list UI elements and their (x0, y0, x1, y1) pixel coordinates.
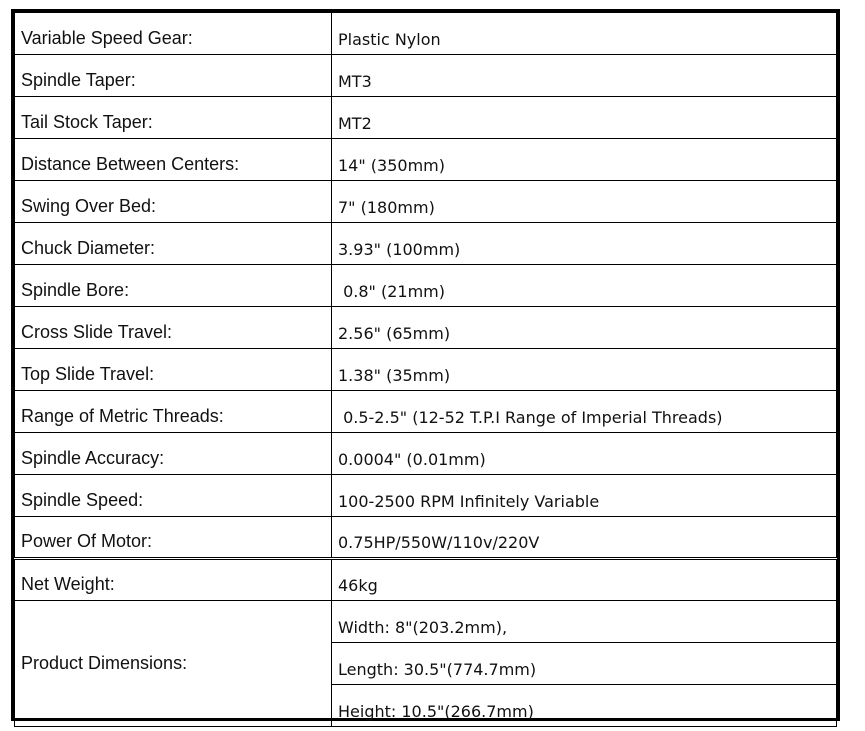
spec-row-top-slide-travel (15, 349, 837, 391)
spec-label: Power Of Motor: (15, 517, 332, 559)
spec-value: 0.75HP/550W/110v/220V (332, 517, 837, 559)
spec-label: Range of Metric Threads: (15, 391, 332, 433)
spec-label: Cross Slide Travel: (15, 307, 332, 349)
spec-value: 0.0004" (0.01mm) (332, 433, 837, 475)
spec-value: 100-2500 RPM Infinitely Variable (332, 475, 837, 517)
spec-label: Net Weight: (15, 559, 332, 601)
spec-table (14, 12, 837, 727)
spec-value: 0.5-2.5" (12-52 T.P.I Range of Imperial Threads) (332, 391, 837, 433)
spec-label: Product Dimensions: (15, 601, 332, 727)
spec-value: MT2 (332, 97, 837, 139)
spec-label: Tail Stock Taper: (15, 97, 332, 139)
spec-row-range-of-metric-threads (15, 391, 837, 433)
spec-row-spindle-taper (15, 55, 837, 97)
spec-value: Plastic Nylon (332, 13, 837, 55)
spec-row-net-weight (15, 559, 837, 601)
spec-value: 3.93" (100mm) (332, 223, 837, 265)
spec-row-power-of-motor (15, 517, 837, 559)
spec-row-spindle-speed (15, 475, 837, 517)
spec-value: 1.38" (35mm) (332, 349, 837, 391)
spec-label: Spindle Taper: (15, 55, 332, 97)
dimension-height: Height: 10.5"(266.7mm) (332, 685, 837, 727)
spec-value: 14" (350mm) (332, 139, 837, 181)
spec-value: MT3 (332, 55, 837, 97)
spec-label: Swing Over Bed: (15, 181, 332, 223)
spec-value: 7" (180mm) (332, 181, 837, 223)
spec-value: 2.56" (65mm) (332, 307, 837, 349)
spec-label: Spindle Bore: (15, 265, 332, 307)
spec-row-swing-over-bed (15, 181, 837, 223)
dimension-length: Length: 30.5"(774.7mm) (332, 643, 837, 685)
spec-row-distance-between-centers (15, 139, 837, 181)
spec-row-cross-slide-travel (15, 307, 837, 349)
spec-label: Top Slide Travel: (15, 349, 332, 391)
spec-value: 46kg (332, 559, 837, 601)
spec-label: Chuck Diameter: (15, 223, 332, 265)
spec-row-spindle-accuracy (15, 433, 837, 475)
spec-value: 0.8" (21mm) (332, 265, 837, 307)
spec-row-variable-speed-gear (15, 13, 837, 55)
spec-row-spindle-bore (15, 265, 837, 307)
spec-row-chuck-diameter (15, 223, 837, 265)
spec-row-tail-stock-taper (15, 97, 837, 139)
spec-label: Spindle Speed: (15, 475, 332, 517)
dimension-width: Width: 8"(203.2mm), (332, 601, 837, 643)
spec-label: Variable Speed Gear: (15, 13, 332, 55)
spec-sheet (11, 9, 840, 721)
spec-row-product-dimensions (15, 601, 837, 643)
spec-label: Distance Between Centers: (15, 139, 332, 181)
spec-label: Spindle Accuracy: (15, 433, 332, 475)
